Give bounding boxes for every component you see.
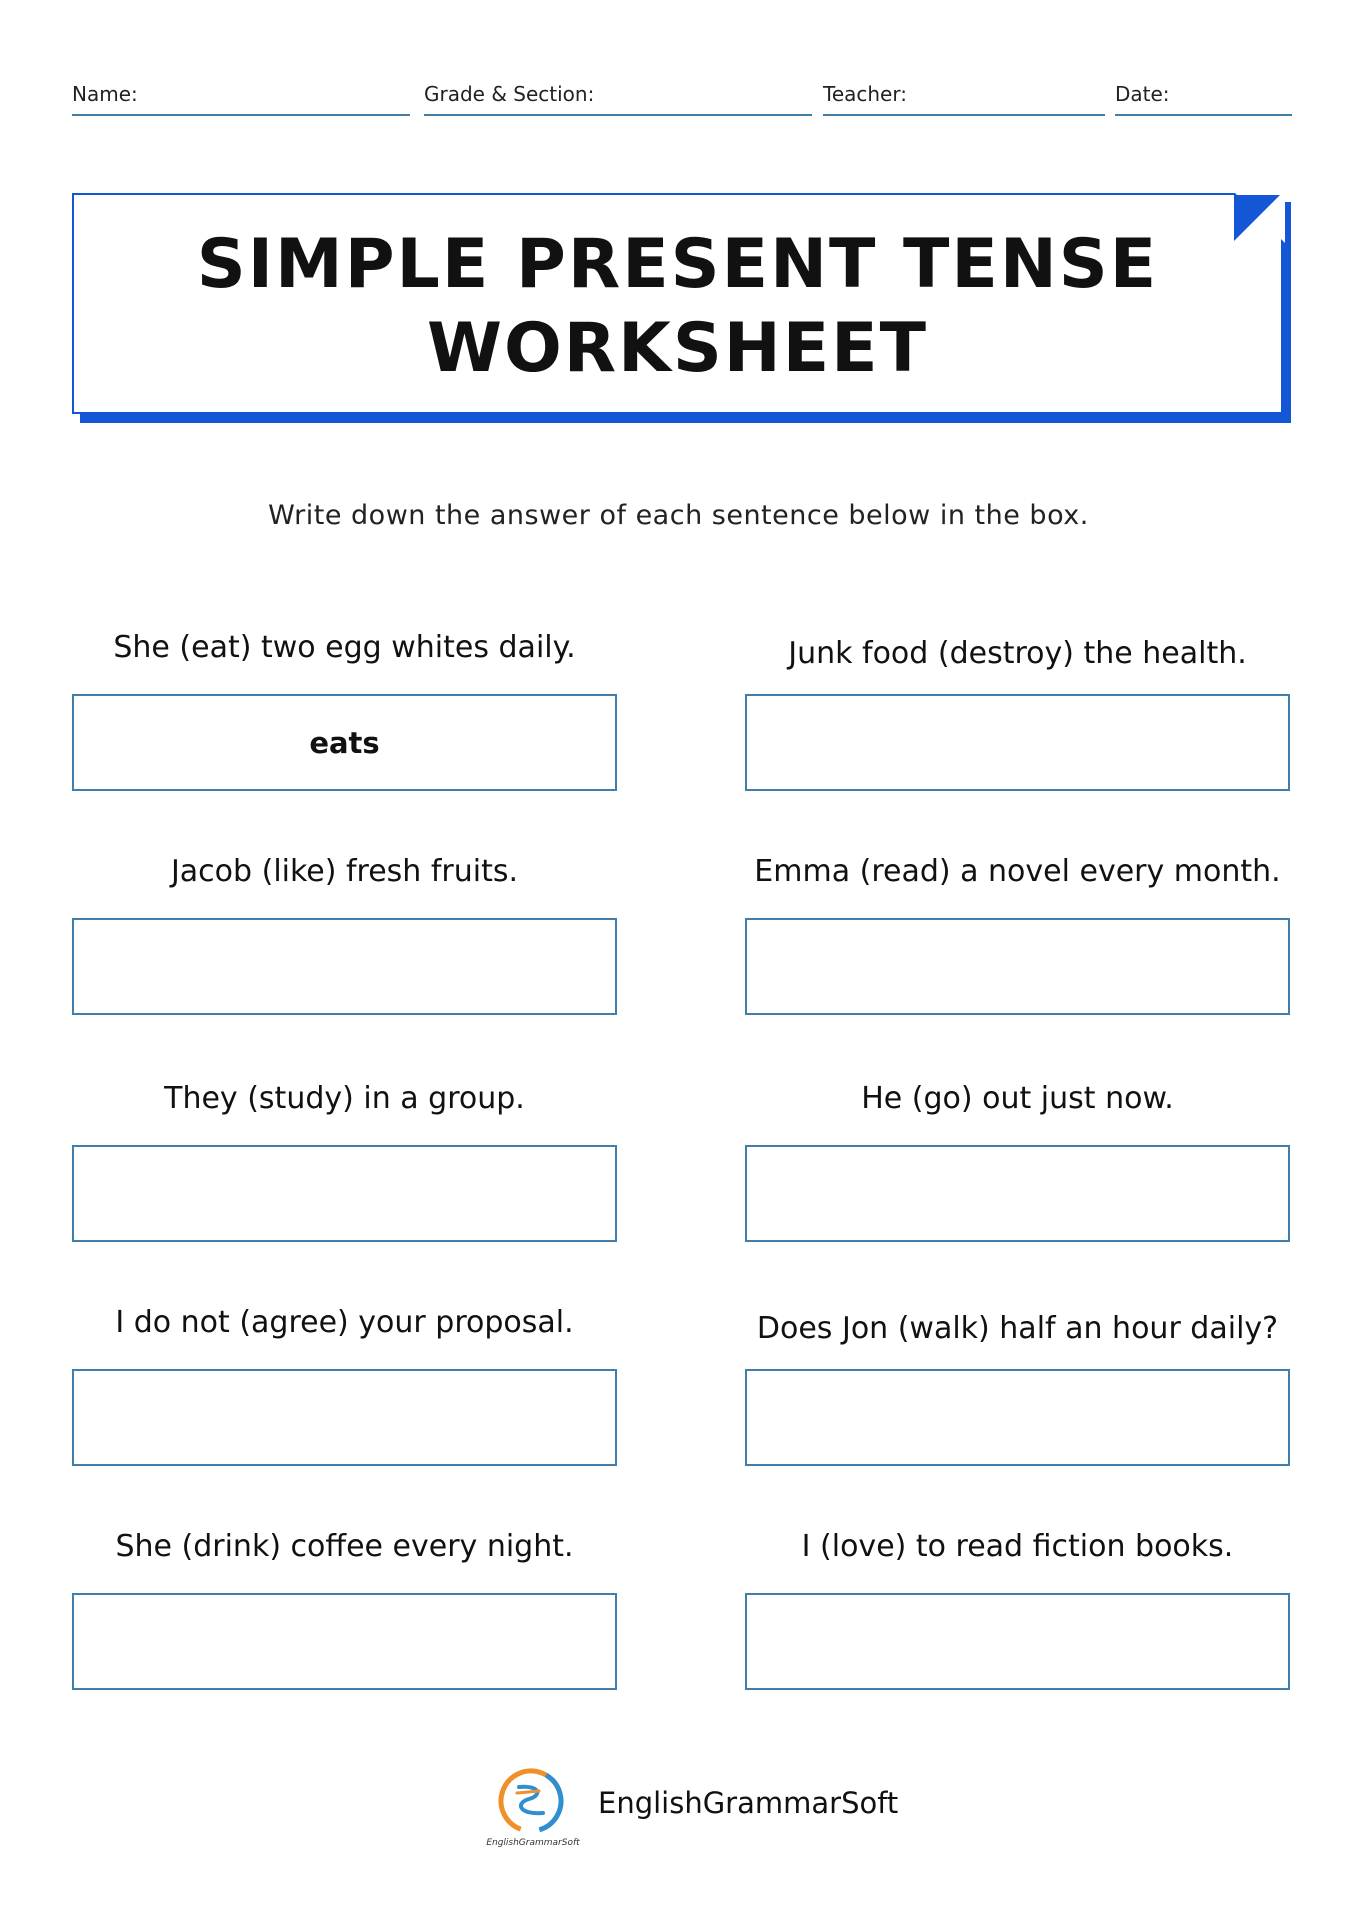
page-title-line1: SIMPLE PRESENT TENSE bbox=[196, 225, 1159, 304]
answer-1-text: eats bbox=[309, 725, 380, 760]
answer-box-7[interactable] bbox=[72, 1369, 617, 1466]
grade-section-field[interactable] bbox=[424, 80, 812, 116]
question-5-label: They (study) in a group. bbox=[164, 1081, 525, 1116]
question-3-label: Jacob (like) fresh fruits. bbox=[170, 854, 519, 889]
answer-box-2[interactable] bbox=[745, 694, 1290, 791]
answer-box-6[interactable] bbox=[745, 1145, 1290, 1242]
answer-box-5[interactable] bbox=[72, 1145, 617, 1242]
answer-box-10[interactable] bbox=[745, 1593, 1290, 1690]
date-field[interactable] bbox=[1115, 80, 1292, 116]
question-2-label: Junk food (destroy) the health. bbox=[788, 636, 1247, 671]
instruction-text: Write down the answer of each sentence below in the box. bbox=[268, 500, 1089, 531]
date-label: Date: bbox=[1115, 82, 1170, 106]
answer-box-1[interactable] bbox=[72, 694, 617, 791]
answer-box-4[interactable] bbox=[745, 918, 1290, 1015]
answer-box-9[interactable] bbox=[72, 1593, 617, 1690]
brand-name: EnglishGrammarSoft bbox=[598, 1786, 899, 1820]
name-field[interactable] bbox=[72, 80, 410, 116]
question-10-label: I (love) to read fiction books. bbox=[801, 1529, 1234, 1564]
question-6-label: He (go) out just now. bbox=[861, 1081, 1174, 1116]
question-8-label: Does Jon (walk) half an hour daily? bbox=[756, 1311, 1279, 1346]
grade-section-label: Grade & Section: bbox=[424, 82, 595, 106]
logo-caption: EnglishGrammarSoft bbox=[486, 1838, 580, 1848]
page-title-line2: WORKSHEET bbox=[426, 309, 929, 388]
title-banner bbox=[72, 193, 1283, 414]
question-4-label: Emma (read) a novel every month. bbox=[754, 854, 1281, 889]
answer-box-8[interactable] bbox=[745, 1369, 1290, 1466]
question-1-label: She (eat) two egg whites daily. bbox=[113, 630, 576, 665]
question-9-label: She (drink) coffee every night. bbox=[115, 1529, 574, 1564]
name-label: Name: bbox=[72, 82, 138, 106]
brand-logo-icon bbox=[495, 1765, 567, 1837]
question-7-label: I do not (agree) your proposal. bbox=[115, 1305, 574, 1340]
teacher-label: Teacher: bbox=[823, 82, 907, 106]
answer-box-3[interactable] bbox=[72, 918, 617, 1015]
teacher-field[interactable] bbox=[823, 80, 1105, 116]
